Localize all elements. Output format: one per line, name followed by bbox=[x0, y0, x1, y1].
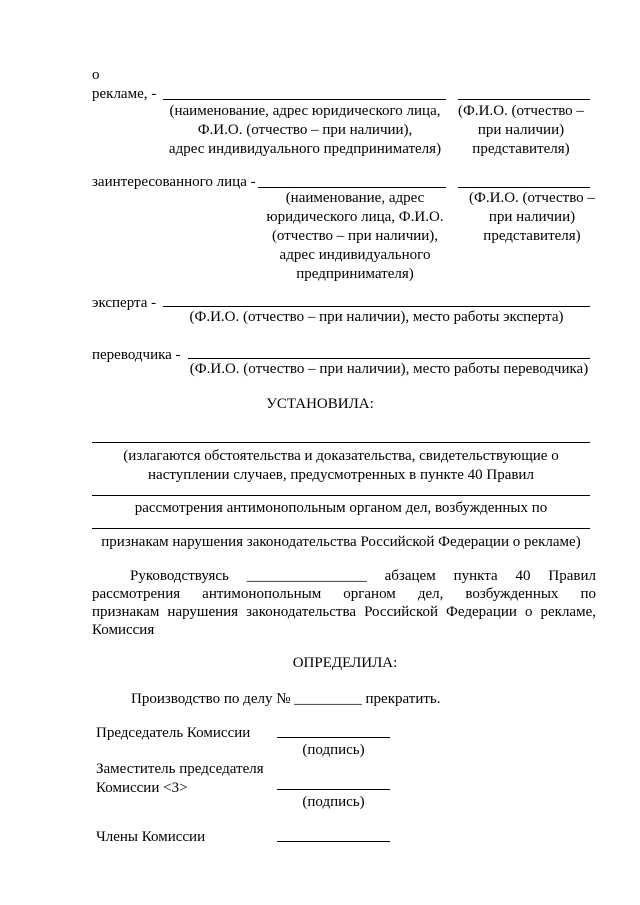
translator-field[interactable] bbox=[188, 358, 590, 359]
chairman-signature-field[interactable] bbox=[277, 737, 390, 738]
advertiser-representative-field[interactable] bbox=[458, 99, 590, 100]
facts-caption-part2: рассмотрения антимонопольным органом дел, возбужденных по bbox=[134, 500, 548, 516]
expert-field[interactable] bbox=[163, 306, 590, 307]
advertiser-name-field[interactable] bbox=[163, 99, 446, 100]
guided-by-line-1: Руководствуясь ________________ абзацем пункта 40 Правил bbox=[130, 568, 596, 584]
expert-label: эксперта - bbox=[92, 295, 157, 311]
translator-label: переводчика - bbox=[92, 347, 181, 363]
interested-party-name-field[interactable] bbox=[258, 187, 446, 188]
members-label: Члены Комиссии bbox=[96, 829, 206, 845]
facts-field-1[interactable] bbox=[92, 442, 590, 443]
interested-party-label: заинтересованного лица - bbox=[92, 174, 256, 190]
deputy-label-line-1: Заместитель председателя bbox=[96, 761, 264, 777]
chairman-label: Председатель Комиссии bbox=[96, 725, 251, 741]
translator-caption: (Ф.И.О. (отчество – при наличии), место работы переводчика) bbox=[189, 361, 589, 377]
guided-by-line-2: рассмотрения антимонопольным органом дел, возбужденных по bbox=[92, 586, 596, 602]
facts-caption-part1: (излагаются обстоятельства и доказательства, свидетельствующие о наступлении случаев, предусмотренных в пункте 40 Правил bbox=[123, 448, 559, 483]
interested-party-representative-caption: (Ф.И.О. (отчество – при наличии) представителя) bbox=[469, 190, 595, 244]
proceedings-terminated: Производство по делу № _________ прекратить. bbox=[131, 691, 441, 707]
guided-by-line-4: Комиссия bbox=[92, 622, 155, 638]
deputy-signature-caption: (подпись) bbox=[302, 794, 365, 810]
guided-by-line-3: признакам нарушения законодательства Российской Федерации о рекламе, bbox=[92, 604, 596, 620]
advertiser-representative-caption: (Ф.И.О. (отчество – при наличии) представителя) bbox=[458, 103, 584, 157]
facts-field-3[interactable] bbox=[92, 528, 590, 529]
facts-caption-part3: признакам нарушения законодательства Российской Федерации о рекламе) bbox=[101, 534, 581, 550]
deputy-signature-field[interactable] bbox=[277, 789, 390, 790]
interested-party-representative-field[interactable] bbox=[458, 187, 590, 188]
section-heading-established: УСТАНОВИЛА: bbox=[266, 396, 374, 412]
preposition-o: о bbox=[92, 67, 100, 83]
section-heading-determined: ОПРЕДЕЛИЛА: bbox=[292, 655, 398, 671]
members-signature-field[interactable] bbox=[277, 841, 390, 842]
interested-party-caption: (наименование, адрес юридического лица, Ф.И.О. (отчество – при наличии), адрес индивидуального предпринимателя) bbox=[266, 190, 444, 282]
advertiser-label: рекламе, - bbox=[92, 86, 157, 102]
advertiser-caption: (наименование, адрес юридического лица, Ф.И.О. (отчество – при наличии), адрес индивидуального предпринимателя) bbox=[168, 103, 442, 157]
expert-caption: (Ф.И.О. (отчество – при наличии), место работы эксперта) bbox=[189, 309, 564, 325]
facts-field-2[interactable] bbox=[92, 495, 590, 496]
deputy-label-line-2: Комиссии <3> bbox=[96, 780, 188, 796]
chairman-signature-caption: (подпись) bbox=[302, 742, 365, 758]
